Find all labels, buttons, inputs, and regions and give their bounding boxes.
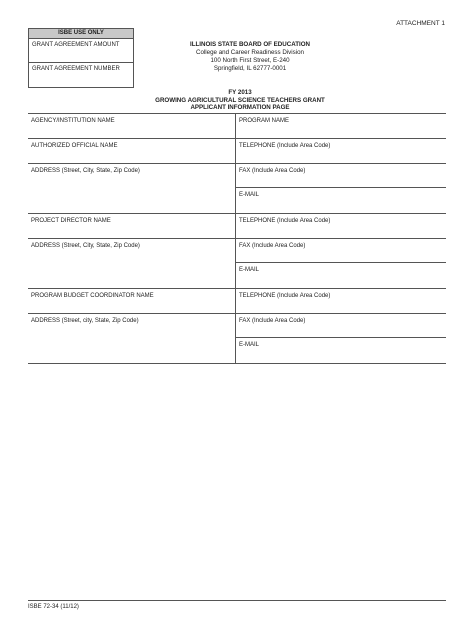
agency-city: Springfield, IL 62777-0001 bbox=[213, 65, 287, 72]
grant-name: GROWING AGRICULTURAL SCIENCE TEACHERS GRANT bbox=[155, 96, 325, 104]
coordinator-contact-stack bbox=[236, 314, 446, 363]
form-row bbox=[28, 314, 446, 363]
director-address-field[interactable]: ADDRESS (Street, City, State, Zip Code) bbox=[28, 239, 236, 288]
agency-institution-name-field[interactable]: AGENCY/INSTITUTION NAME bbox=[28, 114, 236, 138]
applicant-information-form bbox=[28, 113, 446, 364]
page-title: APPLICANT INFORMATION PAGE bbox=[190, 104, 290, 112]
attachment-label: ATTACHMENT 1 bbox=[396, 20, 445, 27]
form-row bbox=[28, 214, 446, 239]
project-director-name-field[interactable]: PROJECT DIRECTOR NAME bbox=[28, 214, 236, 238]
form-row bbox=[28, 139, 446, 164]
official-telephone-field[interactable]: TELEPHONE (Include Area Code) bbox=[239, 143, 331, 149]
authorized-official-name-field[interactable]: AUTHORIZED OFFICIAL NAME bbox=[28, 139, 236, 163]
agency-street: 100 North First Street, E-240 bbox=[210, 57, 290, 64]
director-contact-stack bbox=[236, 239, 446, 288]
agency-header bbox=[150, 41, 350, 73]
form-row bbox=[28, 114, 446, 139]
grant-agreement-amount-field[interactable]: GRANT AGREEMENT AMOUNT bbox=[29, 39, 133, 63]
form-row bbox=[28, 289, 446, 314]
isbe-use-only-box bbox=[28, 28, 134, 88]
official-email-field[interactable]: E-MAIL bbox=[239, 192, 260, 198]
official-fax-field[interactable]: FAX (Include Area Code) bbox=[236, 164, 446, 188]
agency-name: ILLINOIS STATE BOARD OF EDUCATION bbox=[190, 41, 310, 48]
form-row bbox=[28, 164, 446, 214]
director-email-field[interactable]: E-MAIL bbox=[239, 267, 260, 273]
director-telephone-field[interactable]: TELEPHONE (Include Area Code) bbox=[239, 218, 331, 224]
coordinator-fax-field[interactable]: FAX (Include Area Code) bbox=[236, 314, 446, 338]
program-name-field[interactable]: PROGRAM NAME bbox=[239, 118, 290, 124]
director-fax-field[interactable]: FAX (Include Area Code) bbox=[236, 239, 446, 263]
coordinator-telephone-field[interactable]: TELEPHONE (Include Area Code) bbox=[239, 293, 331, 299]
agency-division: College and Career Readiness Division bbox=[196, 49, 304, 56]
form-row bbox=[28, 239, 446, 289]
fiscal-year: FY 2013 bbox=[228, 89, 252, 96]
form-title bbox=[100, 89, 380, 112]
footer-divider bbox=[28, 600, 446, 601]
coordinator-email-field[interactable]: E-MAIL bbox=[239, 342, 260, 348]
grant-agreement-number-field[interactable]: GRANT AGREEMENT NUMBER bbox=[32, 66, 120, 72]
coordinator-address-field[interactable]: ADDRESS (Street, city, State, Zip Code) bbox=[28, 314, 236, 363]
official-contact-stack bbox=[236, 164, 446, 213]
form-number: ISBE 72-34 (11/12) bbox=[28, 604, 79, 610]
official-address-field[interactable]: ADDRESS (Street, City, State, Zip Code) bbox=[28, 164, 236, 213]
budget-coordinator-name-field[interactable]: PROGRAM BUDGET COORDINATOR NAME bbox=[28, 289, 236, 313]
isbe-use-only-header: ISBE USE ONLY bbox=[29, 29, 133, 39]
